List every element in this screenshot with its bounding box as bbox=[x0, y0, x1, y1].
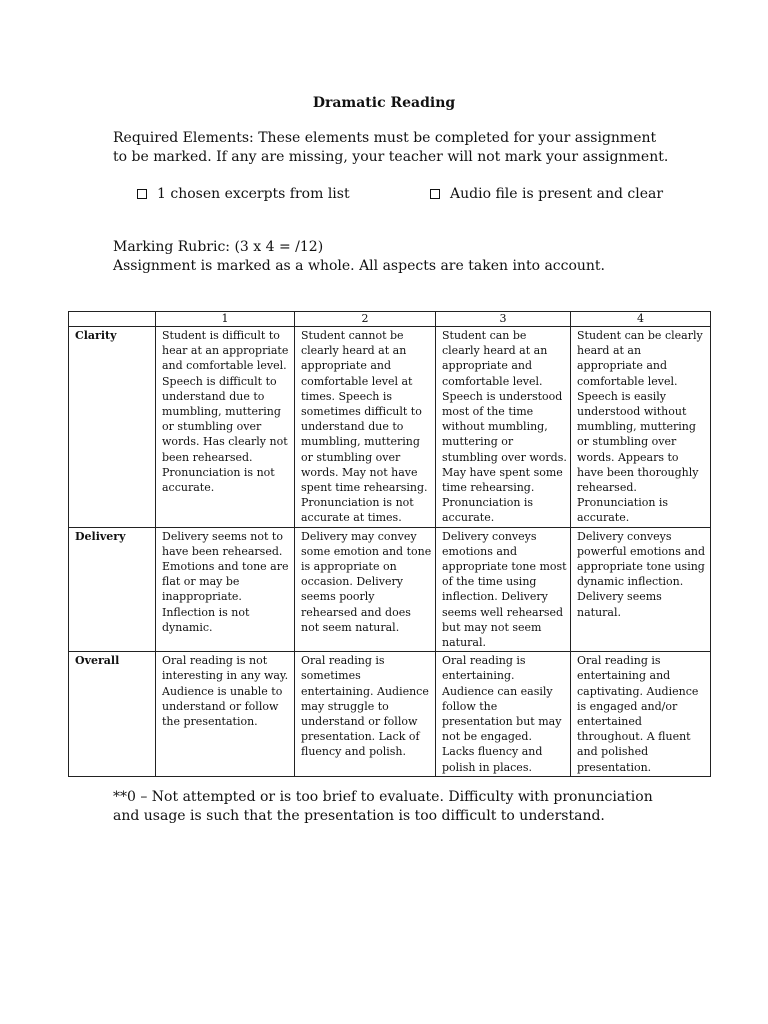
empty-checkbox-icon bbox=[137, 189, 147, 199]
table-cell: Student can be clearly heard at an appropriate and comfortable level. Speech is easily understood without mumbling, muttering or stumbling over words. Appears to have been thoroughly rehearsed. Pronunciation is accurate. bbox=[571, 327, 711, 528]
table-cell: Oral reading is not interesting in any way. Audience is unable to understand or follow the presentation. bbox=[156, 652, 295, 777]
checklist-item-label: Audio file is present and clear bbox=[450, 186, 664, 202]
rubric-row-overall bbox=[69, 652, 711, 777]
table-cell: Oral reading is entertaining and captivating. Audience is engaged and/or entertained throughout. A fluent and polished presentation. bbox=[571, 652, 711, 777]
rubric-table bbox=[68, 311, 711, 777]
rubric-row-clarity bbox=[69, 327, 711, 528]
checklist-item-label: 1 chosen excerpts from list bbox=[157, 186, 350, 202]
header-cell-level-1: 1 bbox=[156, 312, 295, 327]
table-cell: Student is difficult to hear at an appropriate and comfortable level. Speech is difficult to understand due to mumbling, muttering or stumbling over words. Has clearly not been rehearsed. Pronunciation is not accurate. bbox=[156, 327, 295, 528]
table-cell: Student cannot be clearly heard at an appropriate and comfortable level at times. Speech is sometimes difficult to understand due to mumbling, muttering or stumbling over words. May not have spent time rehearsing. Pronunciation is not accurate at times. bbox=[295, 327, 436, 528]
rubric-header-row bbox=[69, 312, 711, 327]
rubric-heading-block bbox=[113, 238, 673, 276]
checklist-item-audio bbox=[430, 185, 663, 203]
rubric-note: Assignment is marked as a whole. All aspects are taken into account. bbox=[113, 258, 606, 274]
header-cell-level-4: 4 bbox=[571, 312, 711, 327]
header-cell-level-3: 3 bbox=[436, 312, 571, 327]
row-label-delivery: Delivery bbox=[69, 527, 156, 652]
header-cell-level-2: 2 bbox=[295, 312, 436, 327]
table-cell: Delivery may convey some emotion and tone is appropriate on occasion. Delivery seems poorly rehearsed and does not seem natural. bbox=[295, 527, 436, 652]
header-cell-blank bbox=[69, 312, 156, 327]
table-cell: Oral reading is entertaining. Audience can easily follow the presentation but may not be engaged. Lacks fluency and polish in places. bbox=[436, 652, 571, 777]
row-label-overall: Overall bbox=[69, 652, 156, 777]
footnote: **0 – Not attempted or is too brief to evaluate. Difficulty with pronunciation and usage is such that the presentation is too difficult to understand. bbox=[113, 789, 653, 824]
empty-checkbox-icon bbox=[430, 189, 440, 199]
required-elements-intro: Required Elements: These elements must be completed for your assignment to be marked. If any are missing, your teacher will not mark your assignment. bbox=[113, 130, 669, 165]
table-cell: Student can be clearly heard at an appropriate and comfortable level. Speech is understood most of the time without mumbling, muttering or stumbling over words. May have spent some time rehearsing. Pronunciation is accurate. bbox=[436, 327, 571, 528]
rubric-heading: Marking Rubric: (3 x 4 = /12) bbox=[113, 239, 324, 255]
table-cell: Delivery conveys emotions and appropriate tone most of the time using inflection. Delivery seems well rehearsed but may not seem natural. bbox=[436, 527, 571, 652]
page-title: Dramatic Reading bbox=[312, 95, 456, 111]
table-cell: Delivery conveys powerful emotions and appropriate tone using dynamic inflection. Delivery seems natural. bbox=[571, 527, 711, 652]
rubric-row-delivery bbox=[69, 527, 711, 652]
table-cell: Oral reading is sometimes entertaining. Audience may struggle to understand or follow presentation. Lack of fluency and polish. bbox=[295, 652, 436, 777]
table-cell: Delivery seems not to have been rehearsed. Emotions and tone are flat or may be inappropriate. Inflection is not dynamic. bbox=[156, 527, 295, 652]
checklist-item-excerpts bbox=[137, 185, 350, 203]
row-label-clarity: Clarity bbox=[69, 327, 156, 528]
